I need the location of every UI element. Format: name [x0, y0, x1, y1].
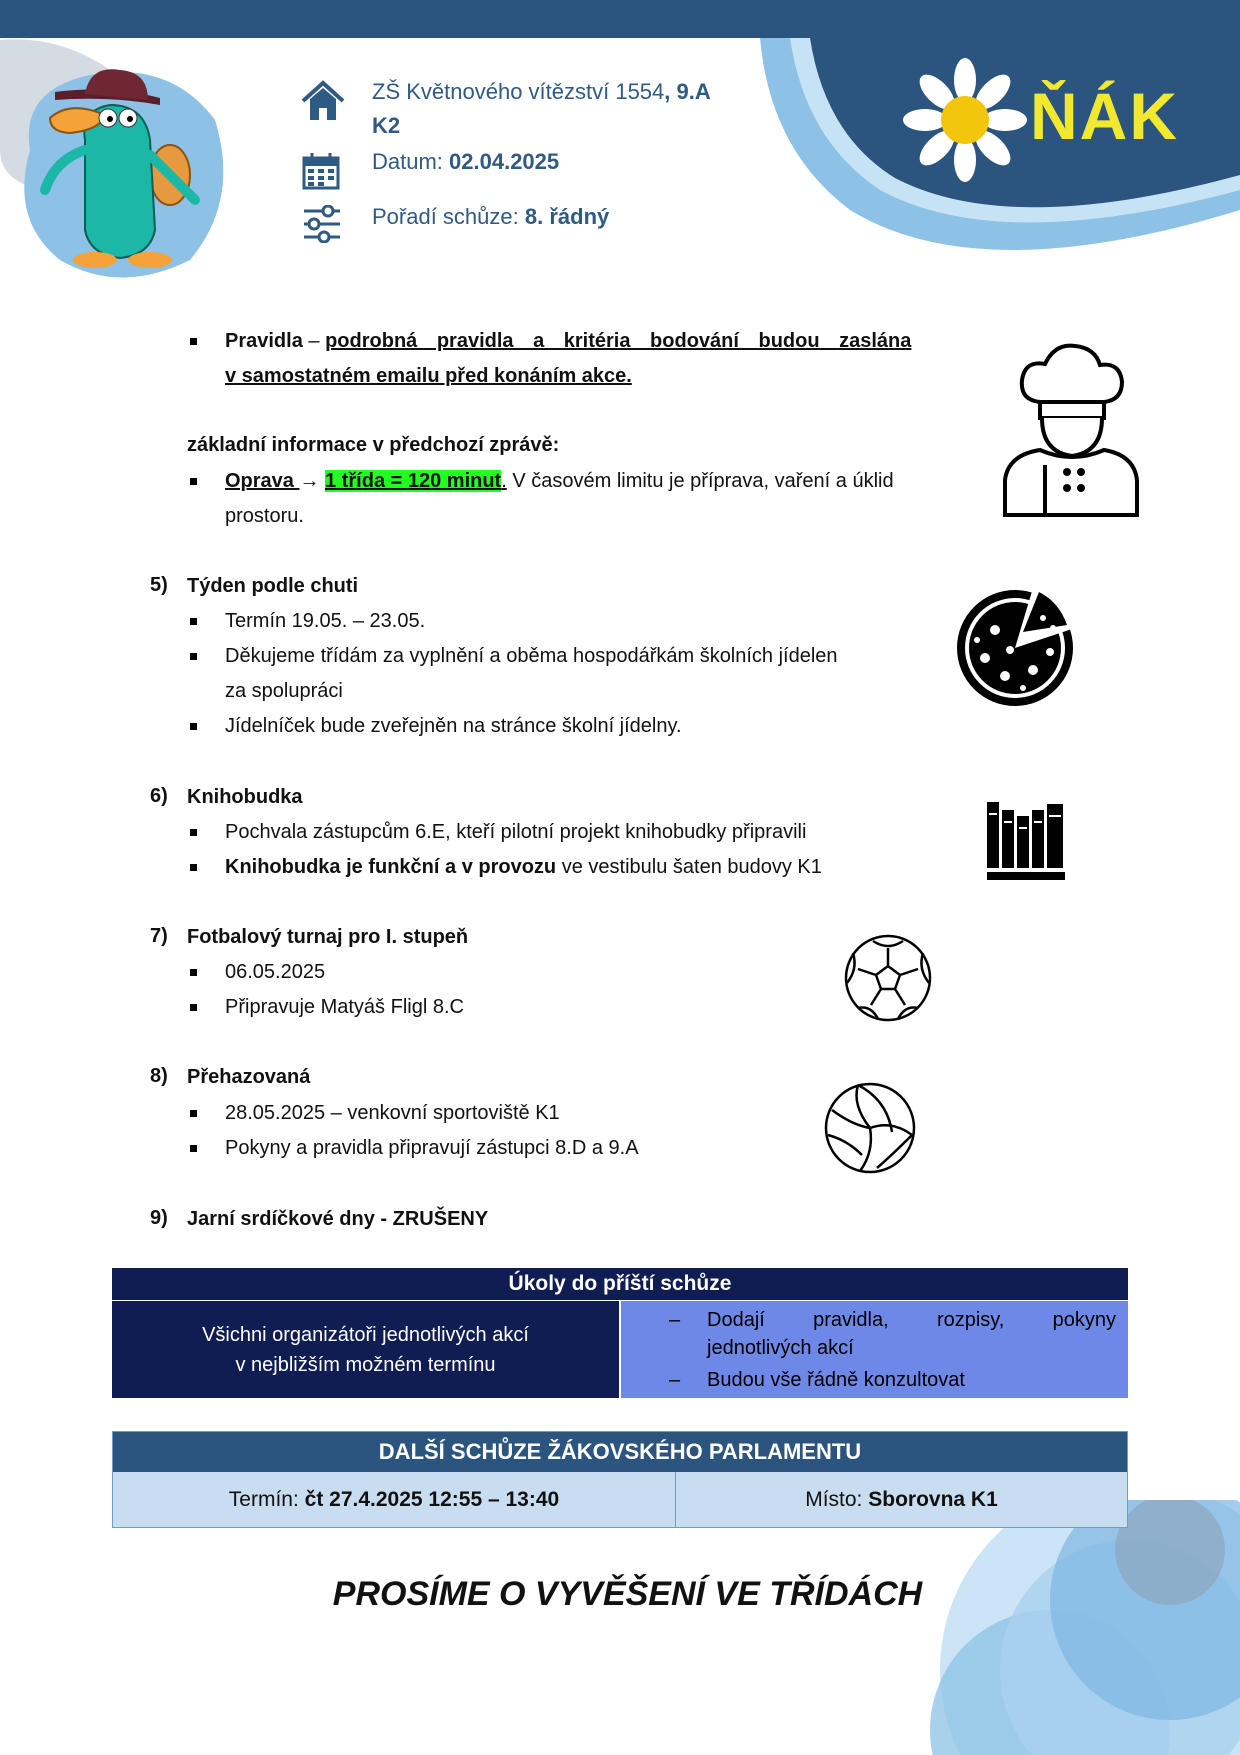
list-item: 28.05.2025 – venkovní sportoviště K1 [225, 1102, 560, 1124]
next-meeting-term [113, 1472, 676, 1528]
order-value: 8. řádný [524, 204, 610, 229]
bullet [190, 969, 197, 976]
place-label: Místo: [805, 1487, 869, 1511]
chef-icon [1000, 340, 1140, 520]
mascot-area [0, 30, 240, 290]
school-name: ZŠ Květnového vítězství 1554 [372, 79, 665, 104]
basic-info-heading: základní informace v předchozí zprávě: [187, 434, 560, 456]
tasks-who [112, 1301, 620, 1399]
term-label: Termín: [228, 1487, 305, 1511]
list-item: Připravuje Matyáš Fligl 8.C [225, 996, 464, 1018]
tasks-who-line1: Všichni organizátoři jednotlivých akcí [202, 1323, 529, 1346]
next-meeting-table [112, 1431, 1128, 1528]
tasks-title: Úkoly do příští schůze [112, 1268, 1128, 1301]
tasks-item-line1: Dodají pravidla, rozpisy, pokyny [707, 1308, 1116, 1331]
date-value: 02.04.2025 [449, 149, 560, 174]
arrow-icon: → [299, 470, 320, 492]
list-item: Děkujeme třídám za vyplnění a oběma hospodářkám školních jídelen [225, 645, 838, 667]
school-building: K2 [372, 113, 401, 138]
list-item-rest: ve vestibulu šaten budovy K1 [556, 856, 822, 878]
tasks-what [620, 1301, 1128, 1399]
rules-text: podrobná pravidla a kritéria bodování budou zaslána [325, 330, 912, 352]
fix-line [225, 464, 894, 499]
date-line [372, 149, 559, 175]
pizza-icon [955, 580, 1090, 710]
bullet [190, 829, 197, 836]
tasks-who-line2: v nejbližším možném termínu [235, 1353, 496, 1376]
fix-label: Oprava [225, 470, 300, 492]
section-title: Týden podle chuti [187, 575, 359, 597]
list-item: Pochvala zástupcům 6.E, kteří pilotní projekt knihobudky připravili [225, 821, 807, 843]
fix-highlight: 1 třída = 120 minut [325, 470, 502, 492]
list-item: Jídelníček bude zveřejněn na stránce školní jídelny. [225, 715, 682, 737]
bullet [190, 1110, 197, 1117]
home-icon [300, 80, 346, 122]
rules-dash: – [302, 330, 326, 352]
bullet [190, 1145, 197, 1152]
calendar-icon [302, 152, 342, 190]
section-number: 8) [150, 1065, 168, 1087]
volleyball-icon [822, 1080, 918, 1176]
list-item-bold: Knihobudka je funkční a v provozu [225, 856, 557, 878]
sliders-icon [302, 205, 342, 243]
list-item: Pokyny a pravidla připravují zástupci 8.D a 9.A [225, 1137, 639, 1159]
list-item [225, 850, 822, 885]
bottom-decoration [890, 1500, 1240, 1755]
daisy-logo-icon [903, 58, 1027, 182]
fix-dot: . [501, 470, 507, 492]
school-line [372, 79, 711, 105]
tasks-item-line2: jednotlivých akcí [707, 1336, 854, 1359]
section-number: 9) [150, 1207, 168, 1229]
bullet [190, 723, 197, 730]
rules-line [225, 324, 1005, 359]
section-title: Jarní srdíčkové dny - ZRUŠENY [187, 1208, 489, 1230]
rules-label: Pravidla [225, 330, 303, 352]
fix-rest: V časovém limitu je příprava, vaření a úklid [506, 470, 894, 492]
order-label: Pořadí schůze: [372, 204, 525, 229]
bullet [190, 1004, 197, 1011]
list-item-continuation: za spolupráci [225, 680, 343, 702]
footer-note: PROSÍME O VYVĚŠENÍ VE TŘÍDÁCH [332, 1575, 923, 1613]
bullet [190, 864, 197, 871]
dash-icon: – [669, 1308, 681, 1331]
bullet [190, 338, 197, 345]
fix-rest-2: prostoru. [225, 505, 304, 527]
school-class: , 9.A [664, 79, 711, 104]
dash-icon: – [669, 1368, 681, 1391]
logo-text: ŇÁK [1030, 79, 1179, 153]
order-line [372, 204, 609, 230]
bullet [190, 653, 197, 660]
soccer-ball-icon [843, 933, 933, 1023]
section-number: 5) [150, 574, 168, 596]
section-number: 7) [150, 925, 168, 947]
books-icon [985, 800, 1067, 882]
next-meeting-place [676, 1472, 1128, 1528]
list-item: Termín 19.05. – 23.05. [225, 610, 426, 632]
tasks-item [621, 1306, 1116, 1362]
section-title: Fotbalový turnaj pro I. stupeň [187, 926, 469, 948]
term-value: čt 27.4.2025 12:55 – 13:40 [304, 1487, 560, 1511]
rules-text-2: v samostatném emailu před konáním akce. [225, 365, 632, 387]
tasks-item-text: Budou vše řádně konzultovat [707, 1368, 965, 1391]
place-value: Sborovna K1 [868, 1487, 998, 1511]
section-title: Knihobudka [187, 786, 303, 808]
bullet [190, 618, 197, 625]
tasks-table [112, 1268, 1128, 1398]
bullet [190, 478, 197, 485]
next-meeting-title: DALŠÍ SCHŮZE ŽÁKOVSKÉHO PARLAMENTU [113, 1432, 1128, 1473]
section-number: 6) [150, 785, 168, 807]
date-label: Datum: [372, 149, 450, 174]
section-title: Přehazovaná [187, 1066, 311, 1088]
list-item: 06.05.2025 [225, 961, 326, 983]
tasks-item [621, 1366, 1116, 1394]
